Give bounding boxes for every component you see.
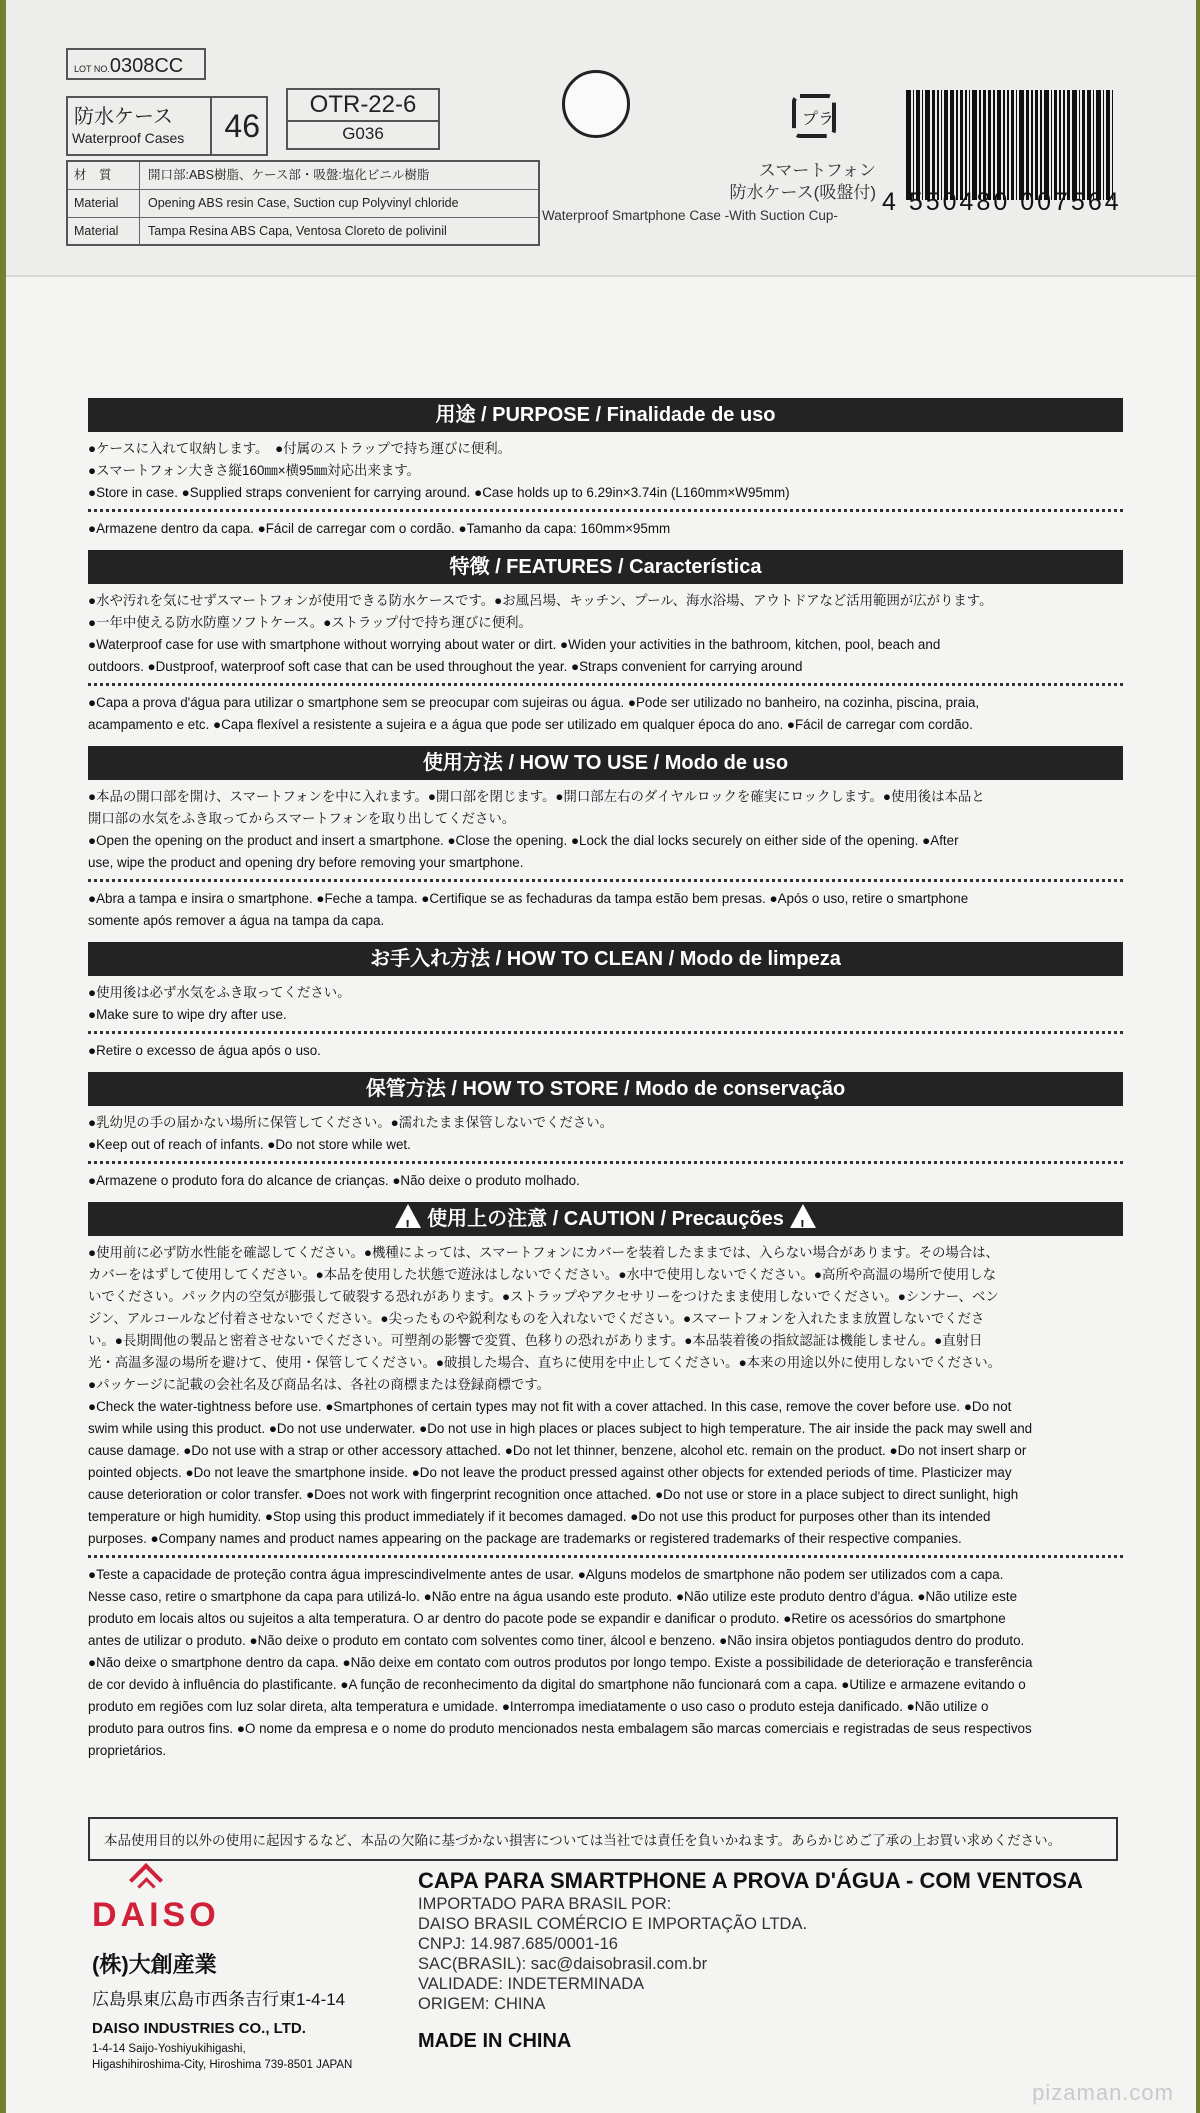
text-pt: ●Capa a prova d'água para utilizar o smartphone sem se preocupar com sujeiras ou água. ●Pode ser utilizado no banheiro, na cozinha, piscina, praia,	[88, 695, 980, 710]
section	[88, 550, 1123, 736]
section-title: 特徴 / FEATURES / Característica	[449, 556, 762, 578]
text-en: use, wipe the product and opening dry before removing your smartphone.	[88, 855, 524, 870]
text-pt: produto para outros fins. ●O nome da empresa e o nome do produto mencionados nesta embalagem são marcas comerciais e registradas de seus respectivos	[88, 1721, 1032, 1736]
section	[88, 1202, 1123, 1762]
barcode-bar	[983, 90, 986, 200]
section-title: 用途 / PURPOSE / Finalidade de uso	[435, 404, 776, 426]
text-pt: ●Abra a tampa e insira o smartphone. ●Feche a tampa. ●Certifique se as fechaduras da tampa estão bem presas. ●Após o uso, retire o smartphone	[88, 891, 969, 906]
import-line: VALIDADE: INDETERMINADA	[418, 1975, 645, 1993]
text-en: ●Waterproof case for use with smartphone without worrying about water or dirt. ●Widen your activities in the bathroom, kitchen, pool, beach and	[88, 637, 941, 652]
text-jp: ●使用後は必ず水気をふき取ってください。	[88, 985, 351, 1000]
barcode-bar	[906, 90, 911, 200]
header-seal	[6, 0, 1196, 277]
lot-number-box: LOT NO.0308CC	[66, 48, 206, 80]
text-jp: い。●長期間他の製品と密着させないでください。可塑剤の影響で変質、色移りの恐れがあります。●本品装着後の指紋認証は機能しません。●直射日	[88, 1333, 983, 1348]
text-pt: ●Armazene o produto fora do alcance de crianças. ●Não deixe o produto molhado.	[88, 1173, 580, 1188]
barcode-bar	[1063, 90, 1065, 200]
company-name-jp: (株)大創産業	[92, 1952, 217, 1977]
recycle-pla-icon	[788, 90, 844, 146]
svg-text:プラ: プラ	[802, 109, 835, 128]
material-key: Material	[68, 218, 140, 245]
material-value: Tampa Resina ABS Capa, Ventosa Cloreto de polivinil	[148, 224, 447, 238]
barcode-bar	[993, 90, 995, 200]
section-title: 使用方法 / HOW TO USE / Modo de uso	[422, 752, 789, 774]
barcode-bar	[1087, 90, 1090, 200]
import-line: DAISO BRASIL COMÉRCIO E IMPORTAÇÃO LTDA.	[418, 1915, 808, 1933]
barcode-bar	[1026, 90, 1029, 200]
text-jp: ●一年中使える防水防塵ソフトケース。●ストラップ付で持ち運びに便利。	[88, 615, 532, 630]
lot-number: 0308CC	[109, 55, 184, 77]
material-table	[66, 160, 540, 246]
text-en: purposes. ●Company names and product names appearing on the package are trademarks or registered trademarks of their respective companies.	[88, 1531, 962, 1546]
dotted-separator	[88, 1555, 1123, 1558]
section-heading	[88, 1202, 1123, 1236]
package-back	[6, 0, 1196, 2113]
barcode-bar	[1106, 90, 1109, 200]
barcode-bar	[1103, 90, 1105, 200]
section-heading	[88, 746, 1123, 780]
text-pt: produto em locais altos ou sujeitos a alta temperatura. O ar dentro do pacote pode se expandir e danificar o produto. ●Retire os acessórios do smartphone	[88, 1611, 1006, 1626]
barcode-bar	[1096, 90, 1101, 200]
barcode-bar	[922, 90, 924, 200]
text-jp: ●乳幼児の手の届かない場所に保管してください。●濡れたまま保管しないでください。	[88, 1115, 614, 1130]
text-pt: acampamento e etc. ●Capa flexível a resistente a sujeira e a água que pode ser utilizado em qualquer época do ano. ●Fácil de carregar com cordão.	[88, 717, 973, 732]
barcode-bar	[972, 90, 977, 200]
text-jp: いでください。パック内の空気が膨張して破裂する恐れがあります。●ストラップやアクセサリーをつけたまま使用しないでください。●シンナー、ベン	[88, 1289, 999, 1304]
barcode-bar	[979, 90, 981, 200]
hang-hole	[562, 70, 630, 138]
dotted-separator	[88, 509, 1123, 512]
text-en: swim while using this product. ●Do not use underwater. ●Do not use in high places or places subject to high temperature. The air inside the pack may swell and	[88, 1421, 1033, 1436]
import-line: CNPJ: 14.987.685/0001-16	[418, 1935, 618, 1953]
barcode-bar	[969, 90, 971, 200]
section-heading	[88, 942, 1123, 976]
material-row	[68, 162, 538, 190]
text-jp: ●本品の開口部を開け、スマートフォンを中に入れます。●開口部を閉じます。●開口部左右のダイヤルロックを確実にロックします。●使用後は本品と	[88, 789, 985, 804]
barcode-bar	[944, 90, 947, 200]
made-in: MADE IN CHINA	[418, 2030, 572, 2052]
category-jp: 防水ケース	[74, 106, 173, 128]
text-en: ●Make sure to wipe dry after use.	[88, 1007, 287, 1022]
import-line: SAC(BRASIL): sac@daisobrasil.com.br	[418, 1955, 708, 1973]
category-number: 46	[224, 108, 260, 144]
text-pt: somente após remover a água na tampa da capa.	[88, 913, 385, 928]
product-name-jp: スマートフォン 防水ケース(吸盤付)	[729, 161, 876, 202]
warning-icon: !	[395, 1204, 421, 1228]
watermark: pizaman.com	[1032, 2080, 1174, 2105]
text-jp: ●水や汚れを気にせずスマートフォンが使用できる防水ケースです。●お風呂場、キッチン、プール、海水浴場、アウトドアなど活用範囲が広がります。	[88, 593, 993, 608]
company-address-jp: 広島県東広島市西条吉行東1-4-14	[92, 1990, 346, 2009]
barcode-bar	[937, 90, 939, 200]
text-pt: ●Armazene dentro da capa. ●Fácil de carregar com o cordão. ●Tamanho da capa: 160mm×95mm	[88, 521, 671, 536]
material-key: Material	[68, 190, 140, 217]
section-heading	[88, 1072, 1123, 1106]
category-divider	[210, 98, 212, 154]
text-jp: ジン、アルコールなど付着させないでください。●尖ったものや鋭利なものを入れないでください。●スマートフォンを入れたまま放置しないでくださ	[88, 1311, 985, 1326]
barcode-bar	[1051, 90, 1053, 200]
text-pt: ●Teste a capacidade de proteção contra água imprescindivelmente antes de usar. ●Alguns modelos de smartphone não podem ser utilizados com a capa.	[88, 1567, 1004, 1582]
text-en: temperature or high humidity. ●Stop using this product immediately if it becomes damaged. ●Do not use this product for purposes other than its intended	[88, 1509, 991, 1524]
barcode-bar	[1112, 90, 1114, 200]
text-pt: ●Não deixe o smartphone dentro da capa. ●Não deixe em contato com outros produtos por longo tempo. Existe a possibilidade de deterioração e transferência	[88, 1655, 1033, 1670]
section	[88, 1072, 1123, 1192]
text-pt: de cor devido à influência do plastificante. ●A função de reconhecimento da digital do smartphone não funcionará com a capa. ●Utilize e armazene evitando o	[88, 1677, 1026, 1692]
barcode-bar	[913, 90, 915, 200]
text-en: ●Check the water-tightness before use. ●Smartphones of certain types may not fit with a cover attached. In this case, remove the cover before use. ●Do not	[88, 1399, 1012, 1414]
barcode-bar	[932, 90, 935, 200]
barcode-bar	[1040, 90, 1042, 200]
text-pt: Nesse caso, retire o smartphone da capa para utilizá-lo. ●Não entre na água usando este produto. ●Não utilize este produto dentro d'água. ●Não utilize este	[88, 1589, 1018, 1604]
barcode-bar	[960, 90, 963, 200]
import-title: CAPA PARA SMARTPHONE A PROVA D'ÁGUA - COM VENTOSA	[418, 1868, 1083, 1893]
material-value: 開口部:ABS樹脂、ケース部・吸盤:塩化ビニル樹脂	[148, 168, 430, 182]
barcode-bar	[1044, 90, 1049, 200]
material-row	[68, 190, 538, 218]
barcode-bar	[1079, 90, 1081, 200]
barcode-bar	[1003, 90, 1005, 200]
barcode-bar	[956, 90, 958, 200]
text-jp: ●パッケージに記載の会社名及び商品名は、各社の商標または登録商標です。	[88, 1377, 551, 1392]
text-en: cause damage. ●Do not use with a strap or other accessory attached. ●Do not let thinner, benzene, alcohol etc. remain on the product. ●Do not insert sharp or	[88, 1443, 1027, 1458]
product-code-box	[286, 88, 440, 150]
import-line: IMPORTADO PARA BRASIL POR:	[418, 1895, 672, 1913]
barcode-bar	[1016, 90, 1018, 200]
company-block	[92, 1868, 352, 2073]
daiso-logo: DAISO	[92, 1868, 282, 1944]
barcode-bar	[1007, 90, 1009, 200]
import-info	[418, 1868, 1083, 2053]
text-jp: ●使用前に必ず防水性能を確認してください。●機種によっては、スマートフォンにカバーを装着したままでは、入らない場合があります。その場合は、	[88, 1245, 999, 1260]
section-title: お手入れ方法 / HOW TO CLEAN / Modo de limpeza	[370, 948, 841, 970]
text-pt: produto em regiões com luz solar direta, alta temperatura e umidade. ●Interrompa imediatamente o uso caso o produto esteja danificado. ●Não utilize o	[88, 1699, 989, 1714]
text-jp: カバーをはずして使用してください。●本品を使用した状態で遊泳はしないでください。●水中で使用しないでください。●高所や高温の場所で使用しな	[88, 1267, 997, 1282]
barcode-bar	[965, 90, 967, 200]
section-title: 保管方法 / HOW TO STORE / Modo de conservação	[365, 1078, 846, 1100]
barcode-bar	[1082, 90, 1085, 200]
barcode-bar	[941, 90, 943, 200]
category-en: Waterproof Cases	[72, 130, 185, 146]
text-en: ●Store in case. ●Supplied straps convenient for carrying around. ●Case holds up to 6.29in×3.74in (L160mm×W95mm)	[88, 485, 790, 500]
material-key: 材 質	[68, 162, 140, 189]
text-jp: ●ケースに入れて収納します。 ●付属のストラップで持ち運びに便利。	[88, 441, 511, 456]
material-row	[68, 218, 538, 245]
section-title: 使用上の注意 / CAUTION / Precauções	[427, 1208, 784, 1230]
text-en: pointed objects. ●Do not leave the smartphone inside. ●Do not leave the product pressed against other objects for extended periods of time. Plasticizer may	[88, 1465, 1012, 1480]
barcode-bar	[1011, 90, 1014, 200]
barcode-bar	[1093, 90, 1095, 200]
dotted-separator	[88, 1031, 1123, 1034]
disclaimer: 本品使用目的以外の使用に起因するなど、本品の欠陥に基づかない損害については当社では責任を負いかねます。あらかじめご了承の上お買い求めください。	[88, 1817, 1118, 1861]
text-en: cause deterioration or color transfer. ●Does not work with fingerprint recognition once attached. ●Do not use or store in a place subject to direct sunlight, high	[88, 1487, 1019, 1502]
text-en: outdoors. ●Dustproof, waterproof soft case that can be used throughout the year. ●Straps convenient for carrying around	[88, 659, 803, 674]
company-address-en: 1-4-14 Saijo-Yoshiyukihigashi, Higashihiroshima-City, Hiroshima 739-8501 JAPAN	[92, 2043, 353, 2071]
section-heading	[88, 398, 1123, 432]
product-code: OTR-22-6	[288, 90, 438, 122]
warning-icon: !	[790, 1204, 816, 1228]
instructions	[88, 398, 1123, 1772]
barcode-bar	[997, 90, 1002, 200]
barcode-number: 4 550480 007564	[882, 188, 1122, 216]
section	[88, 398, 1123, 540]
text-pt: ●Retire o excesso de água após o uso.	[88, 1043, 321, 1058]
barcode-bar	[1035, 90, 1038, 200]
dotted-separator	[88, 683, 1123, 686]
barcode-bar	[1054, 90, 1057, 200]
text-en: ●Open the opening on the product and insert a smartphone. ●Close the opening. ●Lock the dial locks securely on either side of the opening. ●After	[88, 833, 959, 848]
text-jp: 光・高温多湿の場所を避けて、使用・保管してください。●破損した場合、直ちに使用を中止してください。●本来の用途以外に使用しないでください。	[88, 1355, 1002, 1370]
text-jp: ●スマートフォン大きさ縦160㎜×横95㎜対応出来ます。	[88, 463, 420, 478]
section	[88, 746, 1123, 932]
barcode-bar	[1072, 90, 1077, 200]
barcode-bar	[988, 90, 991, 200]
text-en: ●Keep out of reach of infants. ●Do not store while wet.	[88, 1137, 411, 1152]
product-subcode: G036	[342, 124, 384, 143]
barcode-bar	[916, 90, 919, 200]
dotted-separator	[88, 1161, 1123, 1164]
barcode-bar	[950, 90, 955, 200]
barcode-bar	[1019, 90, 1024, 200]
material-value: Opening ABS resin Case, Suction cup Polyvinyl chloride	[148, 196, 459, 210]
barcode-bar	[1067, 90, 1070, 200]
section	[88, 942, 1123, 1062]
barcode-bar	[1031, 90, 1033, 200]
product-name-en: Waterproof Smartphone Case -With Suction Cup-	[542, 208, 838, 223]
category-box	[66, 96, 268, 156]
section-heading	[88, 550, 1123, 584]
text-pt: antes de utilizar o produto. ●Não deixe o produto em contato com solventes como tiner, álcool e benzeno. ●Não insira objetos pontiagudos dentro do produto.	[88, 1633, 1025, 1648]
text-jp: 開口部の水気をふき取ってからスマートフォンを取り出してください。	[88, 811, 516, 826]
dotted-separator	[88, 879, 1123, 882]
company-name-en: DAISO INDUSTRIES CO., LTD.	[92, 2020, 306, 2037]
import-line: ORIGEM: CHINA	[418, 1995, 546, 2013]
text-pt: proprietários.	[88, 1743, 167, 1758]
barcode-bar	[1059, 90, 1061, 200]
barcode-bar	[925, 90, 930, 200]
barcode	[906, 90, 1136, 200]
